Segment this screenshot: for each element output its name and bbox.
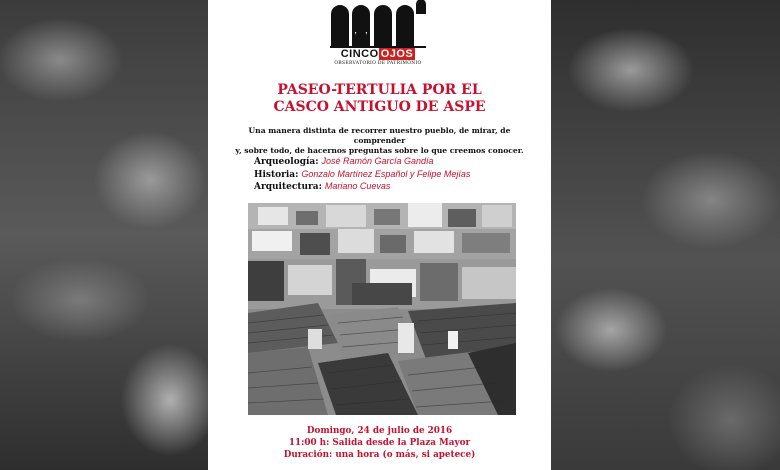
- blurred-background-right: [551, 0, 780, 470]
- credit-row-arquitectura: [254, 181, 544, 194]
- cinco-ojos-logo: [328, 0, 428, 72]
- event-details: [208, 425, 551, 461]
- credit-label: Arquitectura:: [254, 182, 322, 192]
- arches-logo-icon: [328, 0, 428, 48]
- event-time: 11:00 h: Salida desde la Plaza Mayor: [288, 438, 471, 448]
- credit-row-historia: [254, 169, 544, 182]
- credit-label: Historia:: [254, 169, 299, 180]
- credits-list: [254, 156, 544, 194]
- event-duration: Duración: una hora (o más, si apetece): [283, 450, 476, 460]
- town-rooftops-photo: [248, 203, 516, 415]
- event-date: Domingo, 24 de julio de 2016: [306, 426, 453, 436]
- credit-value: Gonzalo Martínez Español y Felipe Mejías: [301, 168, 471, 179]
- intro-text: [228, 126, 531, 156]
- logo-name-part1: CINCO: [340, 48, 379, 60]
- credit-value: José Ramón García Gandía: [321, 156, 434, 166]
- blurred-background-left: [0, 0, 208, 470]
- intro-line-2: y, sobre todo, de hacernos preguntas sobre lo que creemos conocer.: [235, 146, 524, 155]
- credit-value: Mariano Cuevas: [324, 181, 391, 191]
- logo-wordmark: [328, 48, 428, 60]
- event-title: [208, 82, 551, 116]
- credit-label: Arqueología:: [254, 157, 319, 167]
- logo-name-part2: OJOS: [380, 48, 414, 60]
- credit-row-arqueologia: [254, 156, 544, 169]
- logo-subtitle: OBSERVATORIO DE PATRIMONIO: [334, 61, 422, 66]
- intro-line-1: Una manera distinta de recorrer nuestro pueblo, de mirar, de comprender: [248, 126, 511, 145]
- event-poster: [208, 0, 551, 470]
- title-line-1: PASEO-TERTULIA POR EL: [277, 82, 482, 98]
- title-line-2: CASCO ANTIGUO DE ASPE: [273, 99, 486, 115]
